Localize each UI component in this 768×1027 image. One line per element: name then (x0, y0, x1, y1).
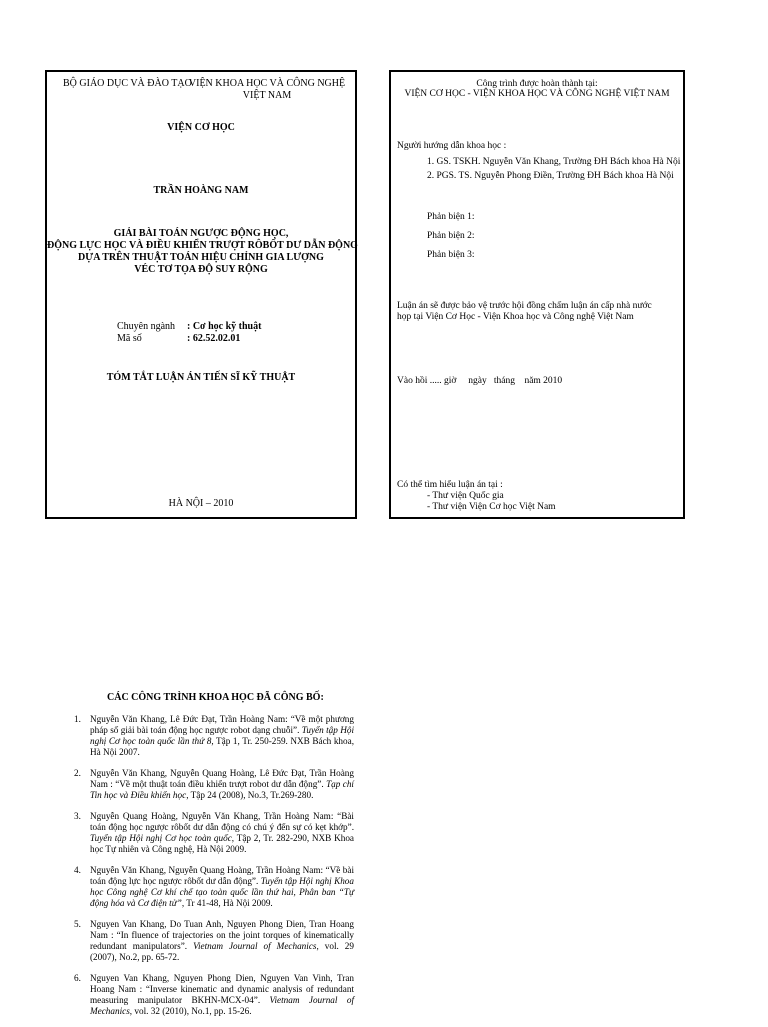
place-year: HÀ NỘI – 2010 (168, 498, 234, 509)
publication-item (74, 768, 354, 801)
academy-name-line1: VIỆN KHOA HỌC VÀ CÔNG NGHỆ (188, 78, 346, 89)
publication-number: 5. (74, 919, 81, 929)
publication-text: Nguyễn Văn Khang, Nguyễn Quang Hoàng, Trần Hoàng Nam: “Về bài toán động lực học ngược rôbốt dư dẫn động”. (90, 865, 354, 886)
advisor-2: 2. PGS. TS. Nguyễn Phong Điền, Trường ĐH Bách khoa Hà Nội (427, 171, 674, 181)
publication-venue: Tuyển tập Hội nghị Cơ học toàn quốc lần thứ 8 (90, 725, 355, 746)
publication-item (74, 865, 354, 909)
specialization-label: Chuyên ngành (117, 321, 176, 332)
code-value: : 62.52.02.01 (187, 333, 241, 344)
lookup-label: Có thể tìm hiểu luận án tại : (397, 480, 503, 490)
thesis-title-line3: DỰA TRÊN THUẬT TOÁN HIỆU CHỈNH GIA LƯỢNG (78, 252, 324, 263)
publication-details: , Tập 2, Tr. 282-290, NXB Khoa học Tự nhiên và Công nghệ, Hà Nội 2009. (90, 833, 354, 854)
defense-line-2: họp tại Viện Cơ Học - Viện Khoa học và Công nghệ Việt Nam (397, 312, 634, 322)
defense-time: Vào hồi ..... giờ ngày tháng năm 2010 (397, 376, 563, 386)
author-name: TRẦN HOÀNG NAM (153, 185, 249, 196)
ministry-name: BỘ GIÁO DỤC VÀ ĐÀO TẠO (63, 78, 192, 89)
institute-full-name: VIỆN CƠ HỌC - VIỆN KHOA HỌC VÀ CÔNG NGHỆ VIỆT NAM (404, 89, 670, 99)
publication-venue: Tuyển tập Hội nghị Cơ học toàn quốc (90, 833, 232, 843)
publication-venue: Tuyển tập Hội nghị Khoa học Công nghệ Cơ khí chế tạo toàn quốc lần thứ hai, Phân ban “Tự động hóa và Cơ điện tử” (90, 876, 354, 908)
publication-text: Nguyen Van Khang, Do Tuan Anh, Nguyen Phong Dien, Tran Hoang Nam : “In fluence of trajectories on the joint torques of kinematically redundant manipulators”. (90, 919, 354, 951)
reviewer-3: Phản biện 3: (427, 250, 475, 260)
publication-item (74, 714, 354, 758)
reviewer-1: Phản biện 1: (427, 212, 475, 222)
publication-venue: Tạp chí Tin học và Điều khiển học (90, 779, 354, 800)
publication-text: Nguyễn Văn Khang, Lê Đức Đạt, Trần Hoàng Nam: “Về một phương pháp số giải bài toán động học ngược robot dạng chuỗi”. (90, 714, 354, 735)
code-label: Mã số (117, 333, 142, 344)
publication-venue: Vietnam Journal of Mechanics (193, 941, 317, 951)
advisor-label: Người hướng dẫn khoa học : (397, 141, 507, 151)
library-2: - Thư viện Viện Cơ học Việt Nam (427, 502, 556, 512)
specialization-value: : Cơ học kỹ thuật (187, 321, 262, 332)
academy-name-line2: VIỆT NAM (242, 90, 292, 101)
publication-number: 3. (74, 811, 81, 821)
thesis-title-line1: GIẢI BÀI TOÁN NGƯỢC ĐỘNG HỌC, (113, 228, 289, 239)
defense-line-1: Luận án sẽ được bảo vệ trước hội đồng chấm luận án cấp nhà nước (397, 301, 652, 311)
summary-title: TÓM TẮT LUẬN ÁN TIẾN SĨ KỸ THUẬT (106, 372, 296, 383)
publication-item (74, 973, 354, 1017)
publication-number: 2. (74, 768, 81, 778)
publication-venue: Vietnam Journal of Mechanics (90, 995, 354, 1016)
publication-details: , Tập 1, Tr. 250-259. NXB Bách khoa, Hà Nội 2007. (90, 736, 354, 757)
publication-number: 1. (74, 714, 81, 724)
publication-details: , vol. 29 (2007), No.2, pp. 65-72. (90, 941, 354, 962)
info-page (389, 70, 685, 519)
library-1: - Thư viện Quốc gia (427, 491, 504, 501)
publications-heading: CÁC CÔNG TRÌNH KHOA HỌC ĐÃ CÔNG BỐ: (107, 692, 324, 703)
publication-number: 6. (74, 973, 81, 983)
institute-name: VIỆN CƠ HỌC (167, 122, 235, 133)
publication-details: , Tr 41-48, Hà Nội 2009. (181, 898, 273, 908)
advisor-1: 1. GS. TSKH. Nguyễn Văn Khang, Trường ĐH Bách khoa Hà Nội (427, 157, 681, 167)
publication-item (74, 919, 354, 963)
cover-page (45, 70, 357, 519)
publication-text: Nguyen Van Khang, Nguyen Phong Dien, Nguyen Van Vinh, Tran Hoang Nam : “Inverse kinematic and dynamic analysis of redundant measuring manipulator BKHN-MCX-04”. (90, 973, 354, 1005)
publication-item (74, 811, 354, 855)
publication-text: Nguyễn Quang Hoàng, Nguyễn Văn Khang, Trần Hoàng Nam: “Bài toán động học ngược rôbốt dư dẫn động có chú ý đến sự có kẹt khớp”. (90, 811, 354, 832)
publication-details: , vol. 32 (2010), No.1, pp. 15-26. (129, 1006, 252, 1016)
completed-at-label: Công trình được hoàn thành tại: (476, 79, 598, 89)
thesis-title-line2: ĐỘNG LỰC HỌC VÀ ĐIỀU KHIỂN TRƯỢT RÔBỐT DƯ DẪN ĐỘNG (47, 240, 358, 251)
publication-number: 4. (74, 865, 81, 875)
publication-details: , Tập 24 (2008), No.3, Tr.269-280. (186, 790, 314, 800)
thesis-title-line4: VÉC TƠ TỌA ĐỘ SUY RỘNG (134, 264, 268, 275)
reviewer-2: Phản biện 2: (427, 231, 475, 241)
publications-list (74, 714, 354, 1027)
publication-text: Nguyễn Văn Khang, Nguyễn Quang Hoàng, Lê Đức Đạt, Trần Hoàng Nam : “Về một thuật toán điều khiển trượt robot dư dẫn động”. (90, 768, 354, 789)
